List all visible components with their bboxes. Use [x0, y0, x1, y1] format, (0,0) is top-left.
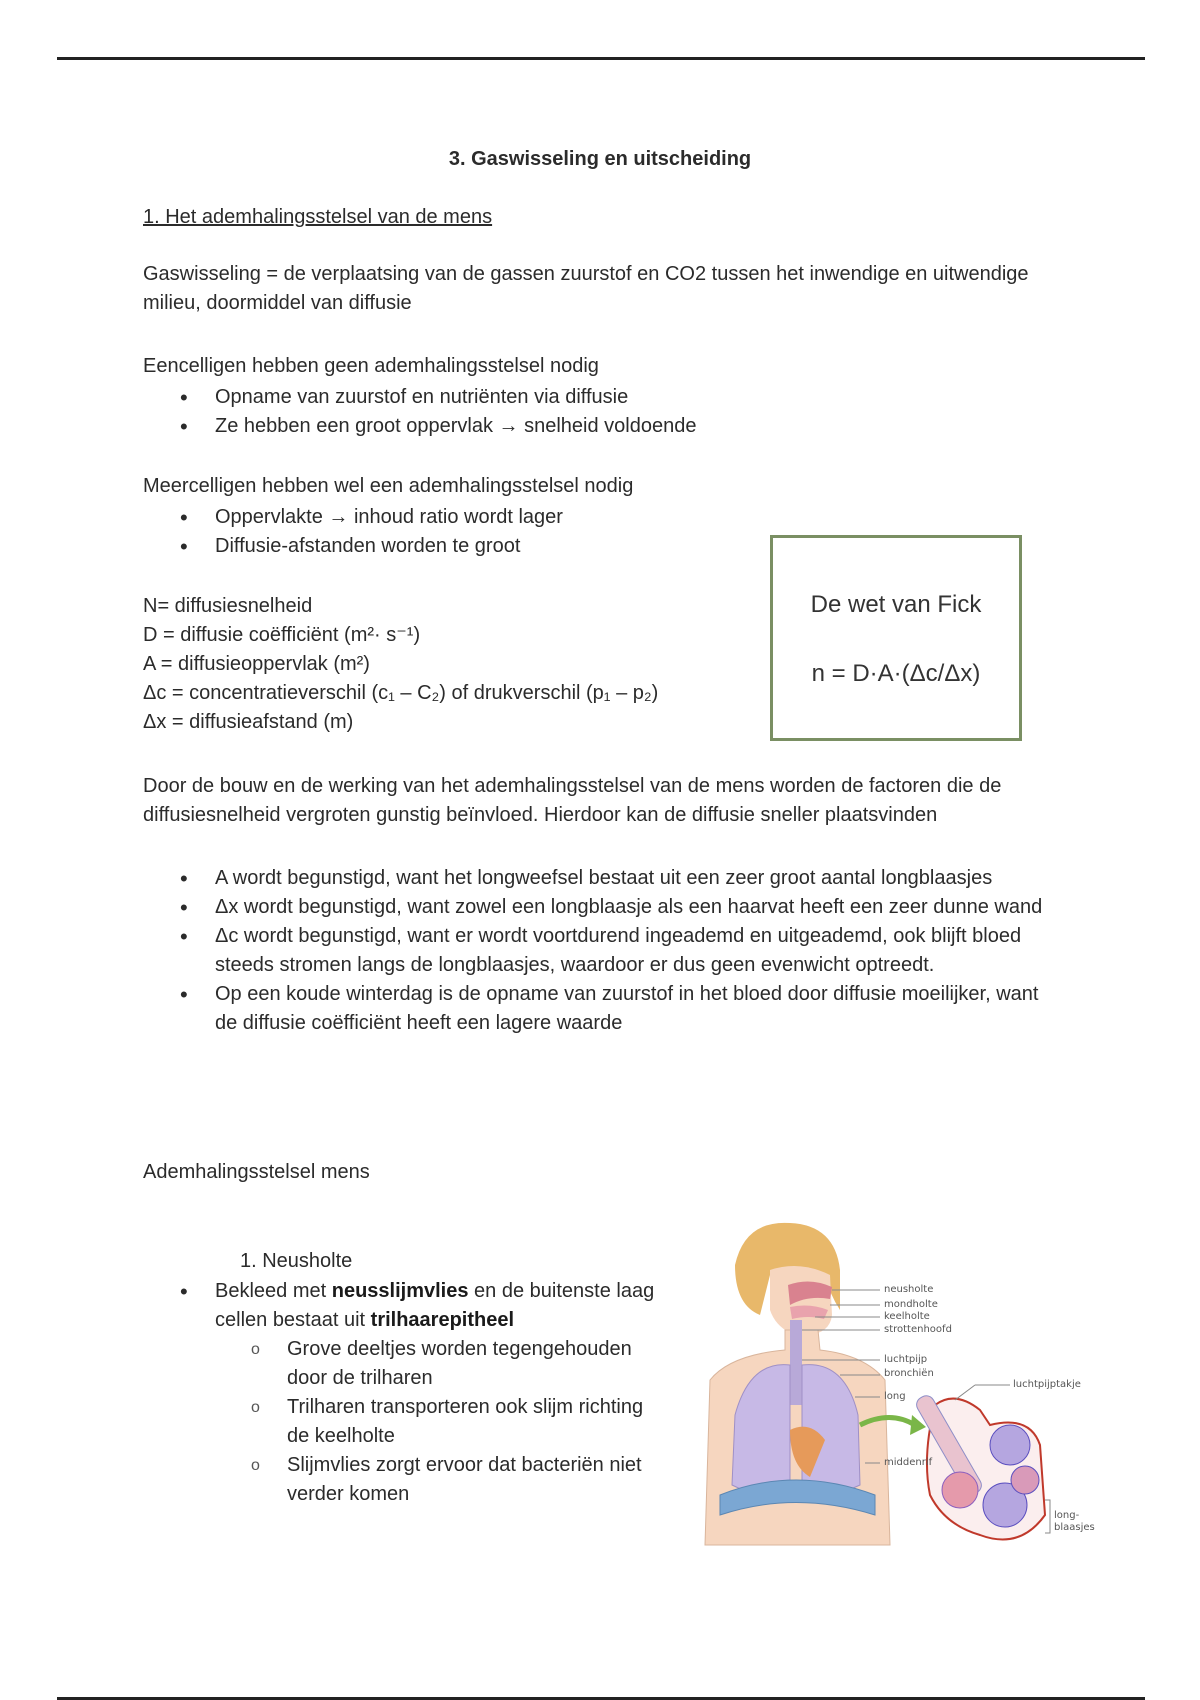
list-item: • Oppervlakte → inhoud ratio wordt lager — [143, 503, 563, 532]
fick-formula: n = D·A·(Δc/Δx) — [811, 660, 981, 687]
neusholte-heading: 1. Neusholte — [240, 1250, 353, 1272]
eencelligen-list — [143, 383, 696, 441]
meercelligen-heading: Meercelligen hebben wel een ademhalingsstelsel nodig — [143, 475, 634, 497]
header-rule — [57, 57, 1145, 60]
adem-heading: Ademhalingsstelsel mens — [143, 1161, 370, 1183]
term-trilhaarepitheel: trilhaarepitheel — [370, 1309, 515, 1331]
label-mondholte: mondholte — [884, 1299, 938, 1310]
label-long: long — [884, 1391, 906, 1402]
definition-dc: Δc = concentratieverschil (c₁ – C₂) of drukverschil (p₁ – p₂) — [143, 682, 659, 704]
sub-list-item: o Slijmvlies zorgt ervoor dat bacteriën niet verder komen — [215, 1451, 663, 1509]
fick-law-box — [770, 535, 1022, 741]
label-keelholte: keelholte — [884, 1311, 930, 1322]
definition-a: A = diffusieoppervlak (m²) — [143, 653, 370, 675]
label-longblaasjes-2: blaasjes — [1054, 1522, 1095, 1533]
list-item: • Δc wordt begunstigd, want er wordt voortdurend ingeademd en uitgeademd, ook blijft bloed steeds stromen langs de longblaasjes, waardoor er dus geen evenwicht optreedt. — [143, 922, 1043, 980]
sub-list-item: o Trilharen transporteren ook slijm richting de keelholte — [215, 1393, 663, 1451]
meercelligen-list — [143, 503, 563, 561]
respiratory-system-illustration — [690, 1215, 1140, 1555]
neusholte-sublist — [215, 1335, 663, 1509]
label-bronchien: bronchiën — [884, 1368, 934, 1379]
definition-n: N= diffusiesnelheid — [143, 595, 313, 617]
section-heading: 1. Het ademhalingsstelsel van de mens — [143, 206, 493, 228]
bouw-paragraph: Door de bouw en de werking van het ademhalingsstelsel van de mens worden de factoren die de diffusiesnelheid vergroten gunstig beïnvloed. Hierdoor kan de diffusie sneller plaatsvinden — [143, 775, 1002, 826]
definitions-list — [143, 592, 658, 737]
label-luchtpijp: luchtpijp — [884, 1354, 928, 1365]
fick-box-title: De wet van Fick — [810, 591, 982, 618]
list-item: • Opname van zuurstof en nutriënten via diffusie — [143, 383, 696, 412]
bouw-list — [143, 864, 1043, 1038]
label-neusholte: neusholte — [884, 1284, 934, 1295]
list-item: • Bekleed met neusslijmvlies en de buitenste laag cellen bestaat uit trilhaarepitheel o Grove deeltjes worden tegengehouden door de trilharen o Trilharen transporteren ook slijm richting de keelholte o Slijmvlies zorgt ervoor dat bacteriën niet verder komen — [143, 1277, 663, 1509]
list-item: • A wordt begunstigd, want het longweefsel bestaat uit een zeer groot aantal longblaasjes — [143, 864, 1043, 893]
definition-dx: Δx = diffusieafstand (m) — [143, 711, 354, 733]
definition-d: D = diffusie coëfficiënt (m²· s⁻¹) — [143, 624, 421, 646]
label-luchtpijptakje: luchtpijptakje — [1013, 1379, 1081, 1390]
label-strottenhoofd: strottenhoofd — [884, 1324, 952, 1335]
list-item: • Ze hebben een groot oppervlak → snelheid voldoende — [143, 412, 696, 441]
neusholte-list — [143, 1277, 663, 1509]
eencelligen-heading: Eencelligen hebben geen ademhalingsstelsel nodig — [143, 355, 599, 377]
label-middenrif: middenrif — [884, 1457, 933, 1468]
sub-list-item: o Grove deeltjes worden tegengehouden door de trilharen — [215, 1335, 663, 1393]
document-title: 3. Gaswisseling en uitscheiding — [448, 148, 752, 170]
list-item: • Diffusie-afstanden worden te groot — [143, 532, 563, 561]
term-neusslijmvlies: neusslijmvlies — [331, 1280, 469, 1302]
label-longblaasjes-1: long- — [1054, 1510, 1080, 1521]
list-item: • Op een koude winterdag is de opname van zuurstof in het bloed door diffusie moeilijker, want de diffusie coëfficiënt heeft een lagere waarde — [143, 980, 1043, 1038]
list-item: • Δx wordt begunstigd, want zowel een longblaasje als een haarvat heeft een zeer dunne wand — [143, 893, 1043, 922]
intro-paragraph: Gaswisseling = de verplaatsing van de gassen zuurstof en CO2 tussen het inwendige en uitwendige milieu, doormiddel van diffusie — [143, 263, 1029, 314]
